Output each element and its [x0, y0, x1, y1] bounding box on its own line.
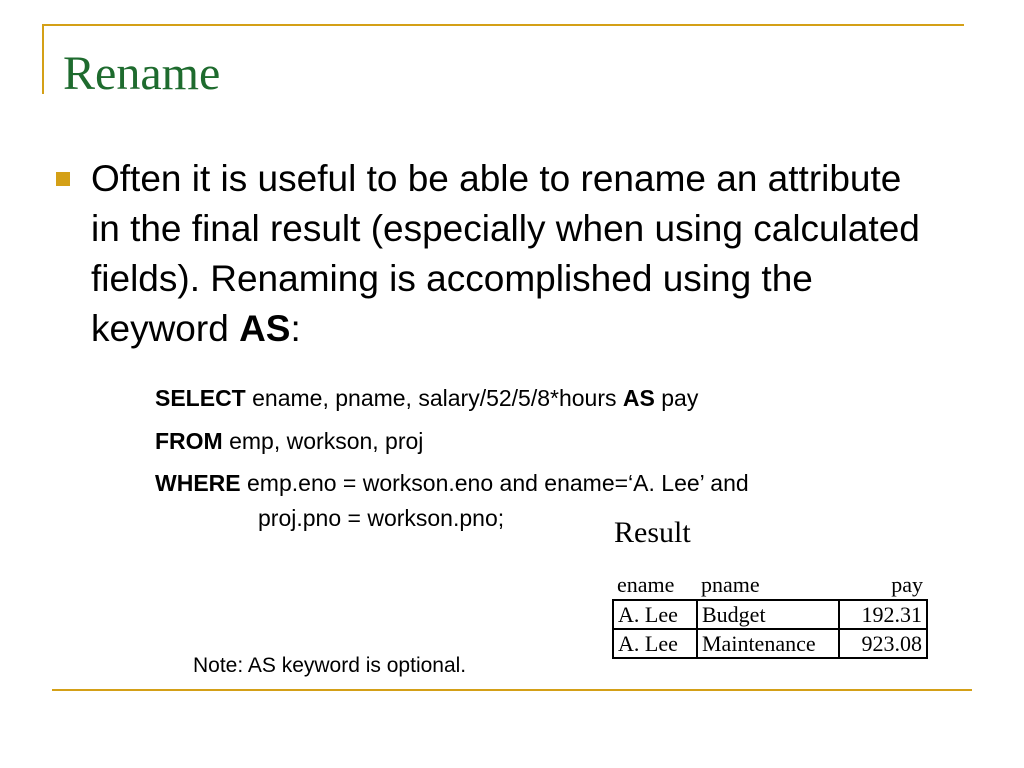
sql-where-continuation: proj.pno = workson.pno;	[258, 505, 505, 531]
bullet-paragraph	[91, 154, 931, 354]
result-table	[612, 571, 928, 659]
result-header-row	[613, 571, 927, 600]
bullet-marker	[56, 172, 70, 186]
sql-as-text: pay	[654, 385, 699, 411]
title-accent-horizontal	[42, 24, 964, 26]
sql-where-text: emp.eno = workson.eno and ename=‘A. Lee’ and	[240, 470, 749, 496]
table-cell: 923.08	[839, 629, 927, 658]
table-cell: A. Lee	[613, 600, 697, 629]
sql-select-keyword: SELECT	[155, 385, 246, 411]
table-cell: 192.31	[839, 600, 927, 629]
table-cell: Budget	[697, 600, 839, 629]
sql-from-text: emp, workson, proj	[222, 428, 424, 454]
sql-where-line	[155, 468, 749, 498]
sql-as-keyword: AS	[622, 385, 655, 411]
note-text: Note: AS keyword is optional.	[193, 654, 467, 677]
bullet-keyword: AS	[239, 308, 291, 349]
table-row	[613, 600, 927, 629]
bullet-text: Often it is useful to be able to rename an attribute in the final result (especially when using calculated fields). Renaming is accomplished using the keyword	[91, 158, 920, 349]
result-title: Result	[614, 516, 691, 549]
sql-select-text: ename, pname, salary/52/5/8*hours	[245, 385, 623, 411]
footer-divider	[52, 689, 972, 691]
sql-where-keyword: WHERE	[155, 470, 241, 496]
result-header-ename: ename	[617, 572, 675, 597]
table-cell: Maintenance	[697, 629, 839, 658]
sql-from-line	[155, 426, 423, 456]
slide-title: Rename	[63, 47, 221, 100]
bullet-end: :	[290, 308, 301, 349]
sql-from-keyword: FROM	[155, 428, 223, 454]
table-cell: A. Lee	[613, 629, 697, 658]
sql-select-line	[155, 383, 698, 413]
result-header-pname: pname	[701, 572, 760, 597]
result-header-pay: pay	[891, 572, 923, 597]
table-row	[613, 629, 927, 658]
title-accent-vertical	[42, 24, 44, 94]
